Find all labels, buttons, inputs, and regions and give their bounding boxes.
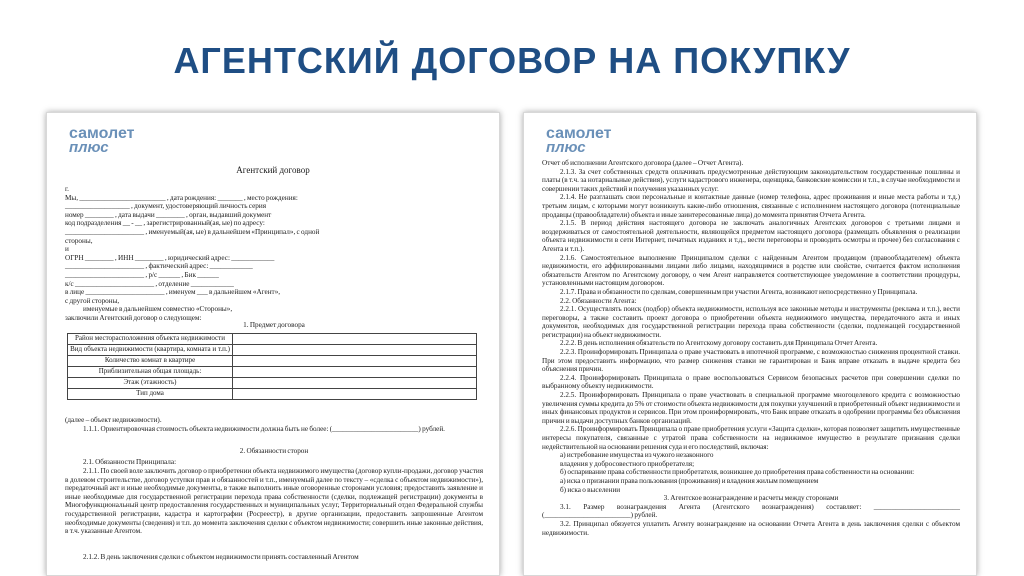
paragraph: 2.1.3. За счет собственных средств оплачивать предусмотренные действующим законодательством государственные пошлины и платы (в т.ч. за нотариальные действия), услуги кадастрового инженера, оценщика, банковские комиссии и т.п., в случае необходимости и совершении таких действий и получения указанных услуг. xyxy=(542,168,960,194)
paragraph: 2.1.4. Не разглашать свои персональные и контактные данные (номер телефона, адрес проживания и иные места работы и т.д.) третьим лицам, с которыми могут возникнуть какие-либо отношения, связанные с исполнением настоящего договора (потенциальные продавцы (правообладатели) объекта и иные заинтересованные лица) до момента принятия Отчета Агента. xyxy=(542,193,960,219)
section1-heading: 1. Предмет договора xyxy=(65,321,483,330)
cost-clause: 1.1.1. Ориентировочная стоимость объекта недвижимости должна быть не более: (________________________) рублей. xyxy=(65,425,483,434)
paragraph: Отчет об исполнении Агентского договора (далее – Отчет Агента). xyxy=(542,159,960,168)
table-row: Количество комнат в квартире xyxy=(68,356,477,367)
paragraph: 2.1.5. В период действия настоящего договора не заключать аналогичных Агентских договоров с третьими лицами и воздерживаться от самостоятельной деятельности, являющейся предметом настоящего договора (размещать объявления о реализации объекта недвижимости в сети Интернет, печатных изданиях и т.д., вести переговоры и проводить осмотры и прочее) без согласования с Агента и т.п.). xyxy=(542,219,960,253)
paragraph: а) иска о признании права пользования (проживания) и владения жилым помещением xyxy=(542,477,960,486)
table-caption: (далее – объект недвижимости). xyxy=(65,416,483,425)
paragraph: 2.1.6. Самостоятельное выполнение Принципалом сделки с найденным Агентом продавцом (правообладателем) объекта недвижимости, его аффилированными лицами либо лицами, находящимися в родстве или свойстве, считается фактом исполнения обязательств Агентом по Агентскому договору, о чем Агент направляется соответствующее уведомление в соответствии процедуры, установленными настоящим договором. xyxy=(542,254,960,288)
table-row: Приблизительная общая площадь: xyxy=(68,367,477,378)
paragraph: 2.2. Обязанности Агента: xyxy=(542,297,960,306)
paragraph: владения у добросовестного приобретателя; xyxy=(542,460,960,469)
paragraph: 2.1.7. Права и обязанности по сделкам, совершенным при участии Агента, возникают непосредственно у Принципала. xyxy=(542,288,960,297)
paragraph: 2.2.6. Проинформировать Принципала о праве приобретения услуги «Защита сделки», которая позволяет защитить имущественные интересы покупателя, связанные с утратой права собственности на недвижимое имущество в результате признания сделки недействительной на основании решения суда и его последствий, включая: xyxy=(542,425,960,451)
samolet-plus-logo: самолет плюс xyxy=(69,127,134,155)
paragraph: а) истребование имущества из чужого незаконного xyxy=(542,451,960,460)
property-requirements-table xyxy=(67,333,477,400)
paragraph: 2.2.2. В день исполнения обязательств по Агентскому договору составить для Принципала Отчет Агента. xyxy=(542,339,960,348)
section2-heading: 2. Обязанности сторон xyxy=(65,447,483,456)
clause-2-1-2: 2.1.2. В день заключения сделки с объектом недвижимости принять составленный Агентом xyxy=(65,553,483,562)
table-row: Вид объекта недвижимости (квартира, комната и т.п.) xyxy=(68,345,477,356)
paragraph: 2.2.4. Проинформировать Принципала о праве воспользоваться Сервисом безопасных расчетов при совершении сделки по выбранному объекту недвижимости. xyxy=(542,374,960,391)
clause-3-2: 3.2. Принципал обязуется уплатить Агенту вознаграждение на основании Отчета Агента в день заключения сделки с объектом недвижимости. xyxy=(542,520,960,537)
document-page-left xyxy=(46,112,500,576)
paragraph: 2.2.1. Осуществлять поиск (подбор) объекта недвижимости, используя все законные методы и инструменты (реклама и т.п.), вести переговоры, а также составить проект договора о приобретении объекта недвижимого имущества, передаточного акта и иных документов, необходимых для государственной регистрации перехода права собственности (сделки, подлежащей государственной регистрации) на объект недвижимости. xyxy=(542,305,960,339)
paragraph: 2.2.5. Проинформировать Принципала о праве участвовать в специальной программе многоцелевого кредита с возможностью увеличения суммы кредита до 5% от стоимости объекта недвижимости для покупки улучшений в приобретенный объект недвижимости и иных финансовых продуктов и сервисов. При этом проинформировать, что Банк вправе отказать в одобрении программы без объяснения причин и выдачи доступных банков организаций. xyxy=(542,391,960,425)
document-title: Агентский договор xyxy=(47,165,499,175)
document-page-right xyxy=(523,112,977,576)
clause-2-1-1: 2.1.1. По своей воле заключить договор о приобретении объекта недвижимого имущества (договор купли-продажи, договор участия в долевом строительстве, договор уступки прав и обязанностей и т.п., именуемый далее по тексту – «сделка с объектом недвижимости»), передаточный акт и иные необходимые документы, в также выполнить иные оговоренные сторонами условия; предоставить заявление и иные необходимые для государственной регистрации перехода права собственности (сделки, подлежащей регистрации) документы в Многофункциональный центр предоставления государственных и муниципальных услуг, Территориальный отдел Федеральной службы государственной регистрации, кадастра и картографии (Росреестр), в другие организации, предоставить запрошенные Агентом необходимые документы (сведения) и т.п. до момента заключения сделки с объектом недвижимости; совершить иные законные действия, в т.ч. указанные Агентом. xyxy=(65,467,483,536)
paragraph: 2.2.3. Проинформировать Принципала о праве участвовать в ипотечной программе, с возможностью снижения процентной ставки. При этом предоставить информацию, что размер снижения ставки не гарантирован и Банк вправе отказать в выдаче кредита без объяснения причин. xyxy=(542,348,960,374)
section2-subheading: 2.1. Обязанности Принципала: xyxy=(65,458,483,467)
contract-intro: г. Мы, ________________________ , дата рождения: _______ , место рождения: __________________ , документ, удостоверяющий личность серия номер ________ , дата выдачи ________ , орган, выдавший документ код подразделения __ - __ , зарегистрированный(ая, ые) по адресу: ______________________ , именуемый(ая, ые) в дальнейшем «Принципал», с одной стороны, и ОГРН ________ , ИНН ________ , юридический адрес: ____________ ______________________ , фактический адрес: ____________ ______________________ , р/с ______ , Бик ______ к/с ______________________ , отделение ____________ в лице ______________________ , именуем ___ в дальнейшем «Агент», с другой стороны, именуемые в дальнейшем совместно «Стороны», заключили Агентский договор о следующем: xyxy=(65,185,483,323)
samolet-plus-logo: самолет плюс xyxy=(546,127,611,155)
paragraph: б) иска о выселении xyxy=(542,486,960,495)
table-row: Район месторасположения объекта недвижимости xyxy=(68,334,477,345)
section3-heading: 3. Агентское вознаграждение и расчеты между сторонами xyxy=(542,494,960,503)
table-row: Этаж (этажность) xyxy=(68,378,477,389)
slide-title: АГЕНТСКИЙ ДОГОВОР НА ПОКУПКУ xyxy=(0,40,1024,82)
table-row: Тип дома xyxy=(68,389,477,400)
paragraph: б) оспаривание права собственности приобретателя, возникшее до приобретения права собственности на основании: xyxy=(542,468,960,477)
right-page-body xyxy=(542,159,960,537)
clause-3-1: 3.1. Размер вознаграждения Агента (Агентского вознаграждения) составляет: ________________________ (________________________) рублей. xyxy=(542,503,960,520)
